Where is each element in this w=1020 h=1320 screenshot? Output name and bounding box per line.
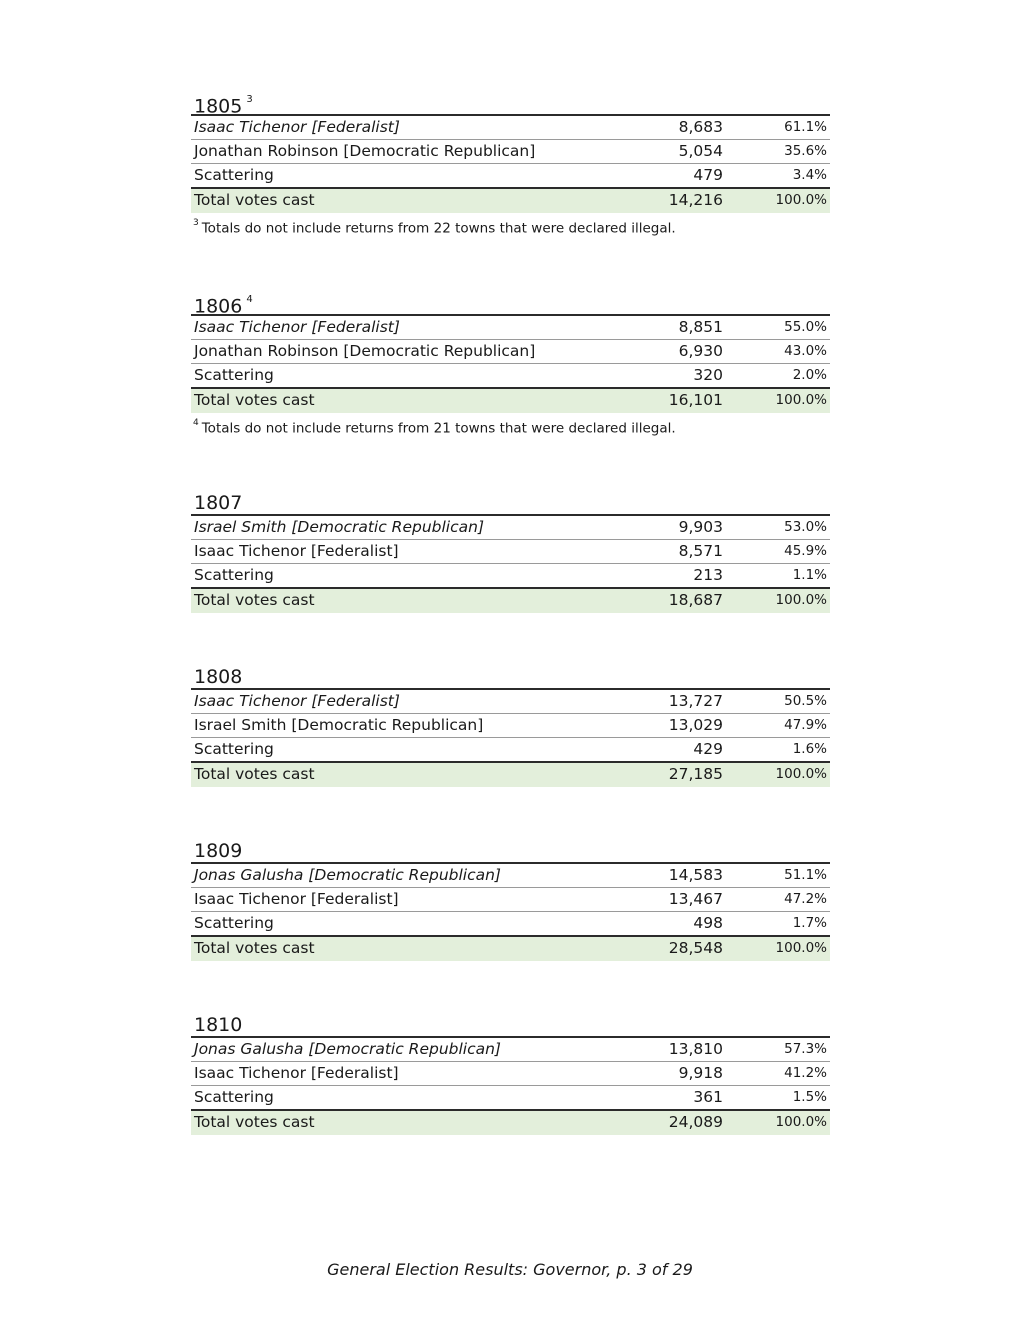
total-label: Total votes cast xyxy=(194,591,315,609)
table-row xyxy=(191,140,830,164)
vote-count: 429 xyxy=(693,740,723,758)
results-table xyxy=(191,114,830,213)
vote-count: 361 xyxy=(693,1088,723,1106)
page-footer: General Election Results: Governor, p. 3 of 29 xyxy=(327,1260,693,1279)
table-row-winner xyxy=(191,1038,830,1062)
election-1809 xyxy=(191,840,830,961)
total-percent: 100.0% xyxy=(775,1114,827,1130)
vote-percent: 51.1% xyxy=(784,867,827,883)
election-1806 xyxy=(191,292,830,438)
table-row xyxy=(191,888,830,912)
vote-count: 498 xyxy=(693,914,723,932)
total-percent: 100.0% xyxy=(775,592,827,608)
footnote-number: 3 xyxy=(193,218,199,228)
candidate-name: Israel Smith [Democratic Republican] xyxy=(194,518,484,536)
vote-count: 8,851 xyxy=(678,318,723,336)
candidate-name: Isaac Tichenor [Federalist] xyxy=(194,692,400,710)
vote-percent: 3.4% xyxy=(792,167,827,183)
vote-percent: 1.6% xyxy=(792,741,827,757)
total-label: Total votes cast xyxy=(194,391,315,409)
table-row-scattering xyxy=(191,738,830,763)
vote-count: 13,467 xyxy=(668,890,723,908)
total-votes: 28,548 xyxy=(668,939,723,957)
results-table xyxy=(191,514,830,613)
total-votes: 24,089 xyxy=(668,1113,723,1131)
election-1808 xyxy=(191,666,830,787)
candidate-name: Scattering xyxy=(194,1088,274,1106)
candidate-name: Israel Smith [Democratic Republican] xyxy=(194,716,484,734)
vote-count: 13,029 xyxy=(668,716,723,734)
total-percent: 100.0% xyxy=(775,392,827,408)
results-table xyxy=(191,1036,830,1135)
year-heading: 1805 $^3$ xyxy=(194,94,253,118)
candidate-name: Isaac Tichenor [Federalist] xyxy=(194,1064,399,1082)
total-label: Total votes cast xyxy=(194,939,315,957)
vote-percent: 53.0% xyxy=(784,519,827,535)
table-row-total xyxy=(191,937,830,961)
results-table xyxy=(191,688,830,787)
vote-percent: 2.0% xyxy=(792,367,827,383)
table-row-scattering xyxy=(191,364,830,389)
election-1805 xyxy=(191,92,830,238)
vote-count: 8,683 xyxy=(678,118,723,136)
table-row-scattering xyxy=(191,912,830,937)
year-heading: 1808 xyxy=(194,666,243,688)
footnote-marker: 4 xyxy=(246,294,253,305)
table-row-total xyxy=(191,1111,830,1135)
total-votes: 27,185 xyxy=(668,765,723,783)
footnote xyxy=(191,416,830,438)
total-percent: 100.0% xyxy=(775,192,827,208)
footnote xyxy=(191,216,830,238)
table-row-winner xyxy=(191,864,830,888)
vote-percent: 61.1% xyxy=(784,119,827,135)
results-table xyxy=(191,314,830,413)
vote-percent: 1.1% xyxy=(792,567,827,583)
table-row-scattering xyxy=(191,1086,830,1111)
candidate-name: Jonas Galusha [Democratic Republican] xyxy=(194,866,501,884)
year-heading: 1807 xyxy=(194,492,243,514)
year-heading: 1806 $^4$ xyxy=(194,294,253,318)
table-row-total xyxy=(191,389,830,413)
candidate-name: Scattering xyxy=(194,740,274,758)
vote-count: 9,903 xyxy=(678,518,723,536)
candidate-name: Isaac Tichenor [Federalist] xyxy=(194,318,400,336)
table-row-winner xyxy=(191,116,830,140)
year-heading: 1809 xyxy=(194,840,243,862)
election-1807 xyxy=(191,492,830,613)
vote-percent: 47.9% xyxy=(784,717,827,733)
vote-percent: 57.3% xyxy=(784,1041,827,1057)
table-row-winner xyxy=(191,516,830,540)
vote-count: 320 xyxy=(693,366,723,384)
vote-percent: 55.0% xyxy=(784,319,827,335)
candidate-name: Isaac Tichenor [Federalist] xyxy=(194,542,399,560)
vote-percent: 41.2% xyxy=(784,1065,827,1081)
vote-count: 13,810 xyxy=(668,1040,723,1058)
vote-percent: 45.9% xyxy=(784,543,827,559)
vote-percent: 43.0% xyxy=(784,343,827,359)
vote-percent: 1.5% xyxy=(792,1089,827,1105)
vote-percent: 35.6% xyxy=(784,143,827,159)
candidate-name: Jonathan Robinson [Democratic Republican] xyxy=(194,142,536,160)
table-row-total xyxy=(191,189,830,213)
candidate-name: Scattering xyxy=(194,914,274,932)
table-row-total xyxy=(191,589,830,613)
total-label: Total votes cast xyxy=(194,1113,315,1131)
vote-percent: 1.7% xyxy=(792,915,827,931)
candidate-name: Isaac Tichenor [Federalist] xyxy=(194,118,400,136)
footnote-text: Totals do not include returns from 22 towns that were declared illegal. xyxy=(201,220,676,237)
total-percent: 100.0% xyxy=(775,940,827,956)
vote-percent: 47.2% xyxy=(784,891,827,907)
table-row-winner xyxy=(191,316,830,340)
results-table xyxy=(191,862,830,961)
table-row xyxy=(191,540,830,564)
total-label: Total votes cast xyxy=(194,765,315,783)
election-1810 xyxy=(191,1014,830,1135)
vote-count: 213 xyxy=(693,566,723,584)
candidate-name: Scattering xyxy=(194,166,274,184)
table-row xyxy=(191,714,830,738)
total-votes: 14,216 xyxy=(668,191,723,209)
table-row xyxy=(191,340,830,364)
candidate-name: Scattering xyxy=(194,566,274,584)
vote-count: 9,918 xyxy=(678,1064,723,1082)
table-row-total xyxy=(191,763,830,787)
footnote-marker: 3 xyxy=(246,94,253,105)
vote-count: 5,054 xyxy=(678,142,723,160)
vote-count: 14,583 xyxy=(668,866,723,884)
table-row xyxy=(191,1062,830,1086)
total-percent: 100.0% xyxy=(775,766,827,782)
candidate-name: Jonas Galusha [Democratic Republican] xyxy=(194,1040,501,1058)
year-heading: 1810 xyxy=(194,1014,243,1036)
vote-count: 8,571 xyxy=(678,542,723,560)
total-votes: 18,687 xyxy=(668,591,723,609)
vote-count: 479 xyxy=(693,166,723,184)
candidate-name: Jonathan Robinson [Democratic Republican] xyxy=(194,342,536,360)
table-row-scattering xyxy=(191,164,830,189)
vote-percent: 50.5% xyxy=(784,693,827,709)
footnote-number: 4 xyxy=(193,418,199,428)
footnote-text: Totals do not include returns from 21 towns that were declared illegal. xyxy=(201,420,676,437)
total-votes: 16,101 xyxy=(668,391,723,409)
total-label: Total votes cast xyxy=(194,191,315,209)
table-row-winner xyxy=(191,690,830,714)
vote-count: 6,930 xyxy=(678,342,723,360)
candidate-name: Scattering xyxy=(194,366,274,384)
candidate-name: Isaac Tichenor [Federalist] xyxy=(194,890,399,908)
table-row-scattering xyxy=(191,564,830,589)
vote-count: 13,727 xyxy=(668,692,723,710)
